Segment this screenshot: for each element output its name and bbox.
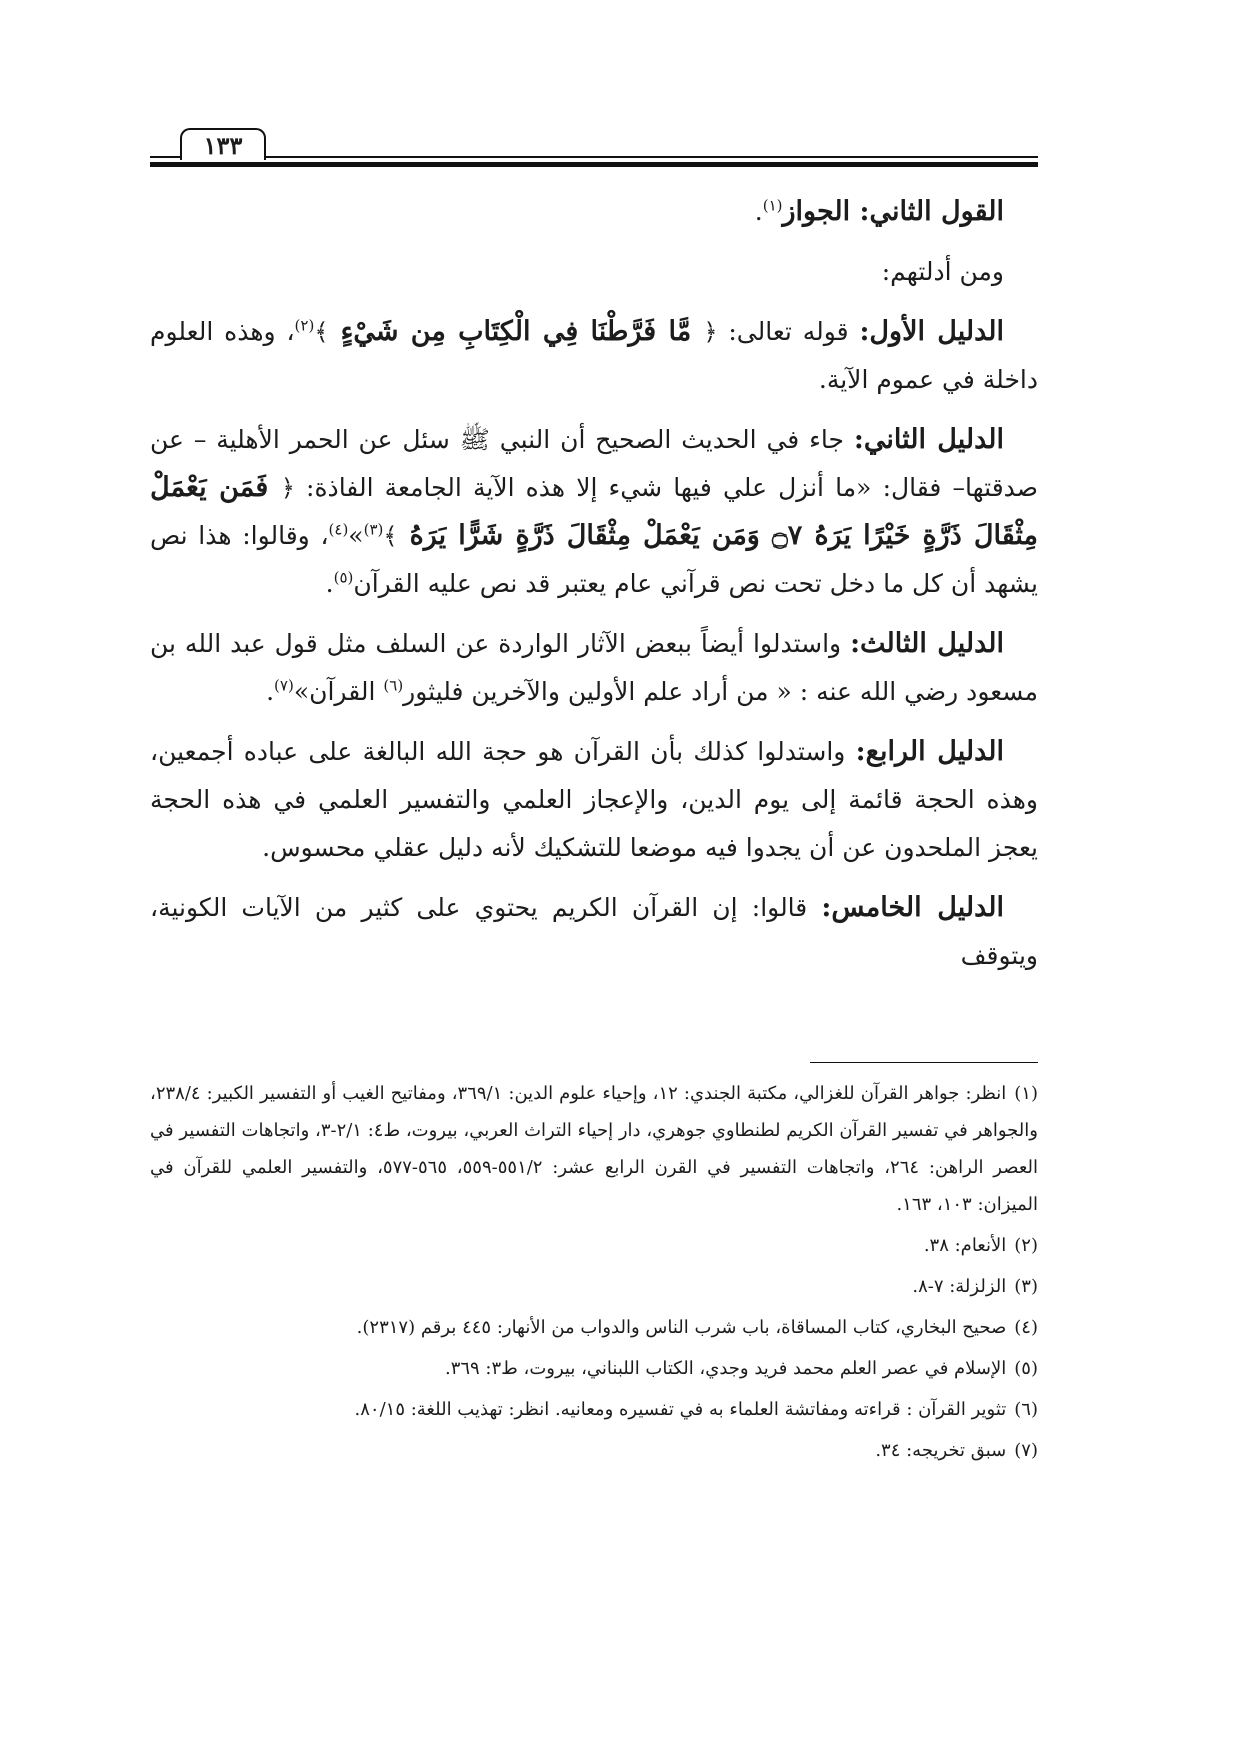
evidence-intro: ومن أدلتهم:: [881, 257, 1004, 286]
evidence-text: واستدلوا أيضاً ببعض الآثار الواردة عن السلف مثل قول عبد الله بن مسعود رضي الله عنه : « من أراد علم الأولين والآخرين فليثور: [150, 629, 1038, 706]
header-rule-thin: [150, 156, 1038, 158]
footnote-text: سبق تخريجه: ٣٤.: [875, 1440, 1007, 1461]
quran-open-bracket: ﴿: [280, 474, 295, 502]
punctuation: .: [266, 677, 275, 706]
quran-close-bracket: ﴾: [383, 522, 398, 550]
quote-close: »: [348, 521, 364, 550]
footnote-ref: (٢): [294, 316, 315, 335]
quran-verse: مَّا فَرَّطْنَا فِي الْكِتَابِ مِن شَيْءٍ: [328, 316, 704, 347]
footnote-text: الإسلام في عصر العلم محمد فريد وجدي، الكتاب اللبناني، بيروت، ط٣: ٣٦٩.: [444, 1358, 1007, 1379]
header-rule-thick: [150, 162, 1038, 167]
footnote-ref: (٤): [328, 520, 349, 539]
paragraph-evidence-3: [150, 620, 1038, 716]
heading-label: القول الثاني:: [859, 196, 1004, 227]
footnote-text: صحيح البخاري، كتاب المساقاة، باب شرب الناس والدواب من الأنهار: ٤٤٥ برقم (٢٣١٧).: [356, 1317, 1007, 1338]
footnote-number: (٦): [1014, 1399, 1038, 1420]
footnote-text: تثوير القرآن : قراءته ومفاتشة العلماء به في تفسيره ومعانيه. انظر: تهذيب اللغة: ٨٠/١٥.: [354, 1399, 1007, 1420]
heading-rest: الجواز: [782, 196, 860, 227]
footnote-number: (١): [1014, 1083, 1038, 1104]
footnote-number: (٥): [1014, 1358, 1038, 1379]
evidence-label: الدليل الأول:: [859, 316, 1004, 347]
page-number: ١٣٣: [180, 128, 266, 160]
footnotes: [150, 1075, 1038, 1473]
footnote-item: [150, 1350, 1038, 1387]
punctuation: .: [754, 197, 763, 226]
main-text: [150, 188, 1038, 992]
paragraph-evidence-4: [150, 728, 1038, 872]
paragraph-evidence-intro: [150, 248, 1038, 296]
evidence-text: جاء في الحديث الصحيح أن النبي ﷺ سئل عن الحمر الأهلية – عن صدقتها– فقال: «ما أنزل علي فيها شيء إلا هذه الآية الجامعة الفاذة:: [150, 425, 1038, 502]
paragraph-evidence-2: [150, 416, 1038, 608]
footnote-separator: [810, 1062, 1038, 1063]
evidence-label: الدليل الثالث:: [850, 628, 1005, 659]
paragraph-evidence-5: [150, 884, 1038, 980]
footnote-item: [150, 1309, 1038, 1346]
quran-verse: فَمَن يَعْمَلْ مِثْقَالَ ذَرَّةٍ خَيْرًا يَرَهُ ۝٧ وَمَن يَعْمَلْ مِثْقَالَ ذَرَّةٍ شَرًّا يَرَهُ: [150, 472, 1038, 551]
footnote-ref: (٥): [333, 568, 354, 587]
footnote-number: (٢): [1014, 1235, 1038, 1256]
evidence-text: القرآن»: [293, 677, 384, 706]
page-header: [150, 128, 1038, 168]
footnote-number: (٣): [1014, 1276, 1038, 1297]
footnote-item: [150, 1268, 1038, 1305]
evidence-label: الدليل الثاني:: [853, 424, 1005, 455]
footnote-number: (٧): [1014, 1440, 1038, 1461]
paragraph-evidence-1: [150, 308, 1038, 404]
evidence-text: قالوا: إن القرآن الكريم يحتوي على كثير من الآيات الكونية، ويتوقف: [150, 893, 1038, 970]
quran-open-bracket: ﴿: [703, 318, 718, 346]
footnote-ref: (٦): [383, 676, 404, 695]
evidence-label: الدليل الخامس:: [821, 892, 1004, 923]
footnote-text: الأنعام: ٣٨.: [923, 1235, 1007, 1256]
footnote-number: (٤): [1014, 1317, 1038, 1338]
footnote-item: [150, 1432, 1038, 1469]
footnote-text: انظر: جواهر القرآن للغزالي، مكتبة الجندي: ١٢، وإحياء علوم الدين: ٣٦٩/١، ومفاتيح الغيب أو التفسير الكبير: ٢٣٨/٤، والجواهر في تفسير القرآن الكريم لطنطاوي جوهري، دار إحياء التراث العربي، بيروت، ط٤: ٢/١-٣، واتجاهات التفسير في العصر الراهن: ٢٦٤، واتجاهات التفسير في القرن الرابع عشر: ٥٥١/٢-٥٥٩، ٥٦٥-٥٧٧، والتفسير العلمي للقرآن في الميزان: ١٠٣، ١٦٣.: [150, 1083, 1038, 1215]
footnote-item: [150, 1391, 1038, 1428]
evidence-text: قوله تعالى:: [717, 317, 860, 346]
footnote-text: الزلزلة: ٧-٨.: [912, 1276, 1007, 1297]
evidence-text: ، وقالوا: هذا نص يشهد أن كل ما دخل تحت نص قرآني عام يعتبر قد نص عليه القرآن: [150, 521, 1038, 598]
evidence-text: ، وهذه العلوم داخلة في عموم الآية.: [150, 317, 1038, 394]
footnote-ref: (٣): [363, 520, 384, 539]
evidence-label: الدليل الرابع:: [855, 736, 1004, 767]
footnote-item: [150, 1227, 1038, 1264]
footnote-ref: (١): [762, 196, 783, 215]
punctuation: .: [325, 569, 334, 598]
quran-close-bracket: ﴾: [314, 318, 329, 346]
footnote-item: [150, 1075, 1038, 1223]
paragraph-second-opinion: [150, 188, 1038, 236]
footnote-ref: (٧): [274, 676, 294, 695]
evidence-text: واستدلوا كذلك بأن القرآن هو حجة الله البالغة على عباده أجمعين، وهذه الحجة قائمة إلى يوم الدين، والإعجاز العلمي والتفسير العلمي في هذه الحجة يعجز الملحدون عن أن يجدوا فيه موضعا للتشكيك لأنه دليل عقلي محسوس.: [150, 737, 1038, 862]
